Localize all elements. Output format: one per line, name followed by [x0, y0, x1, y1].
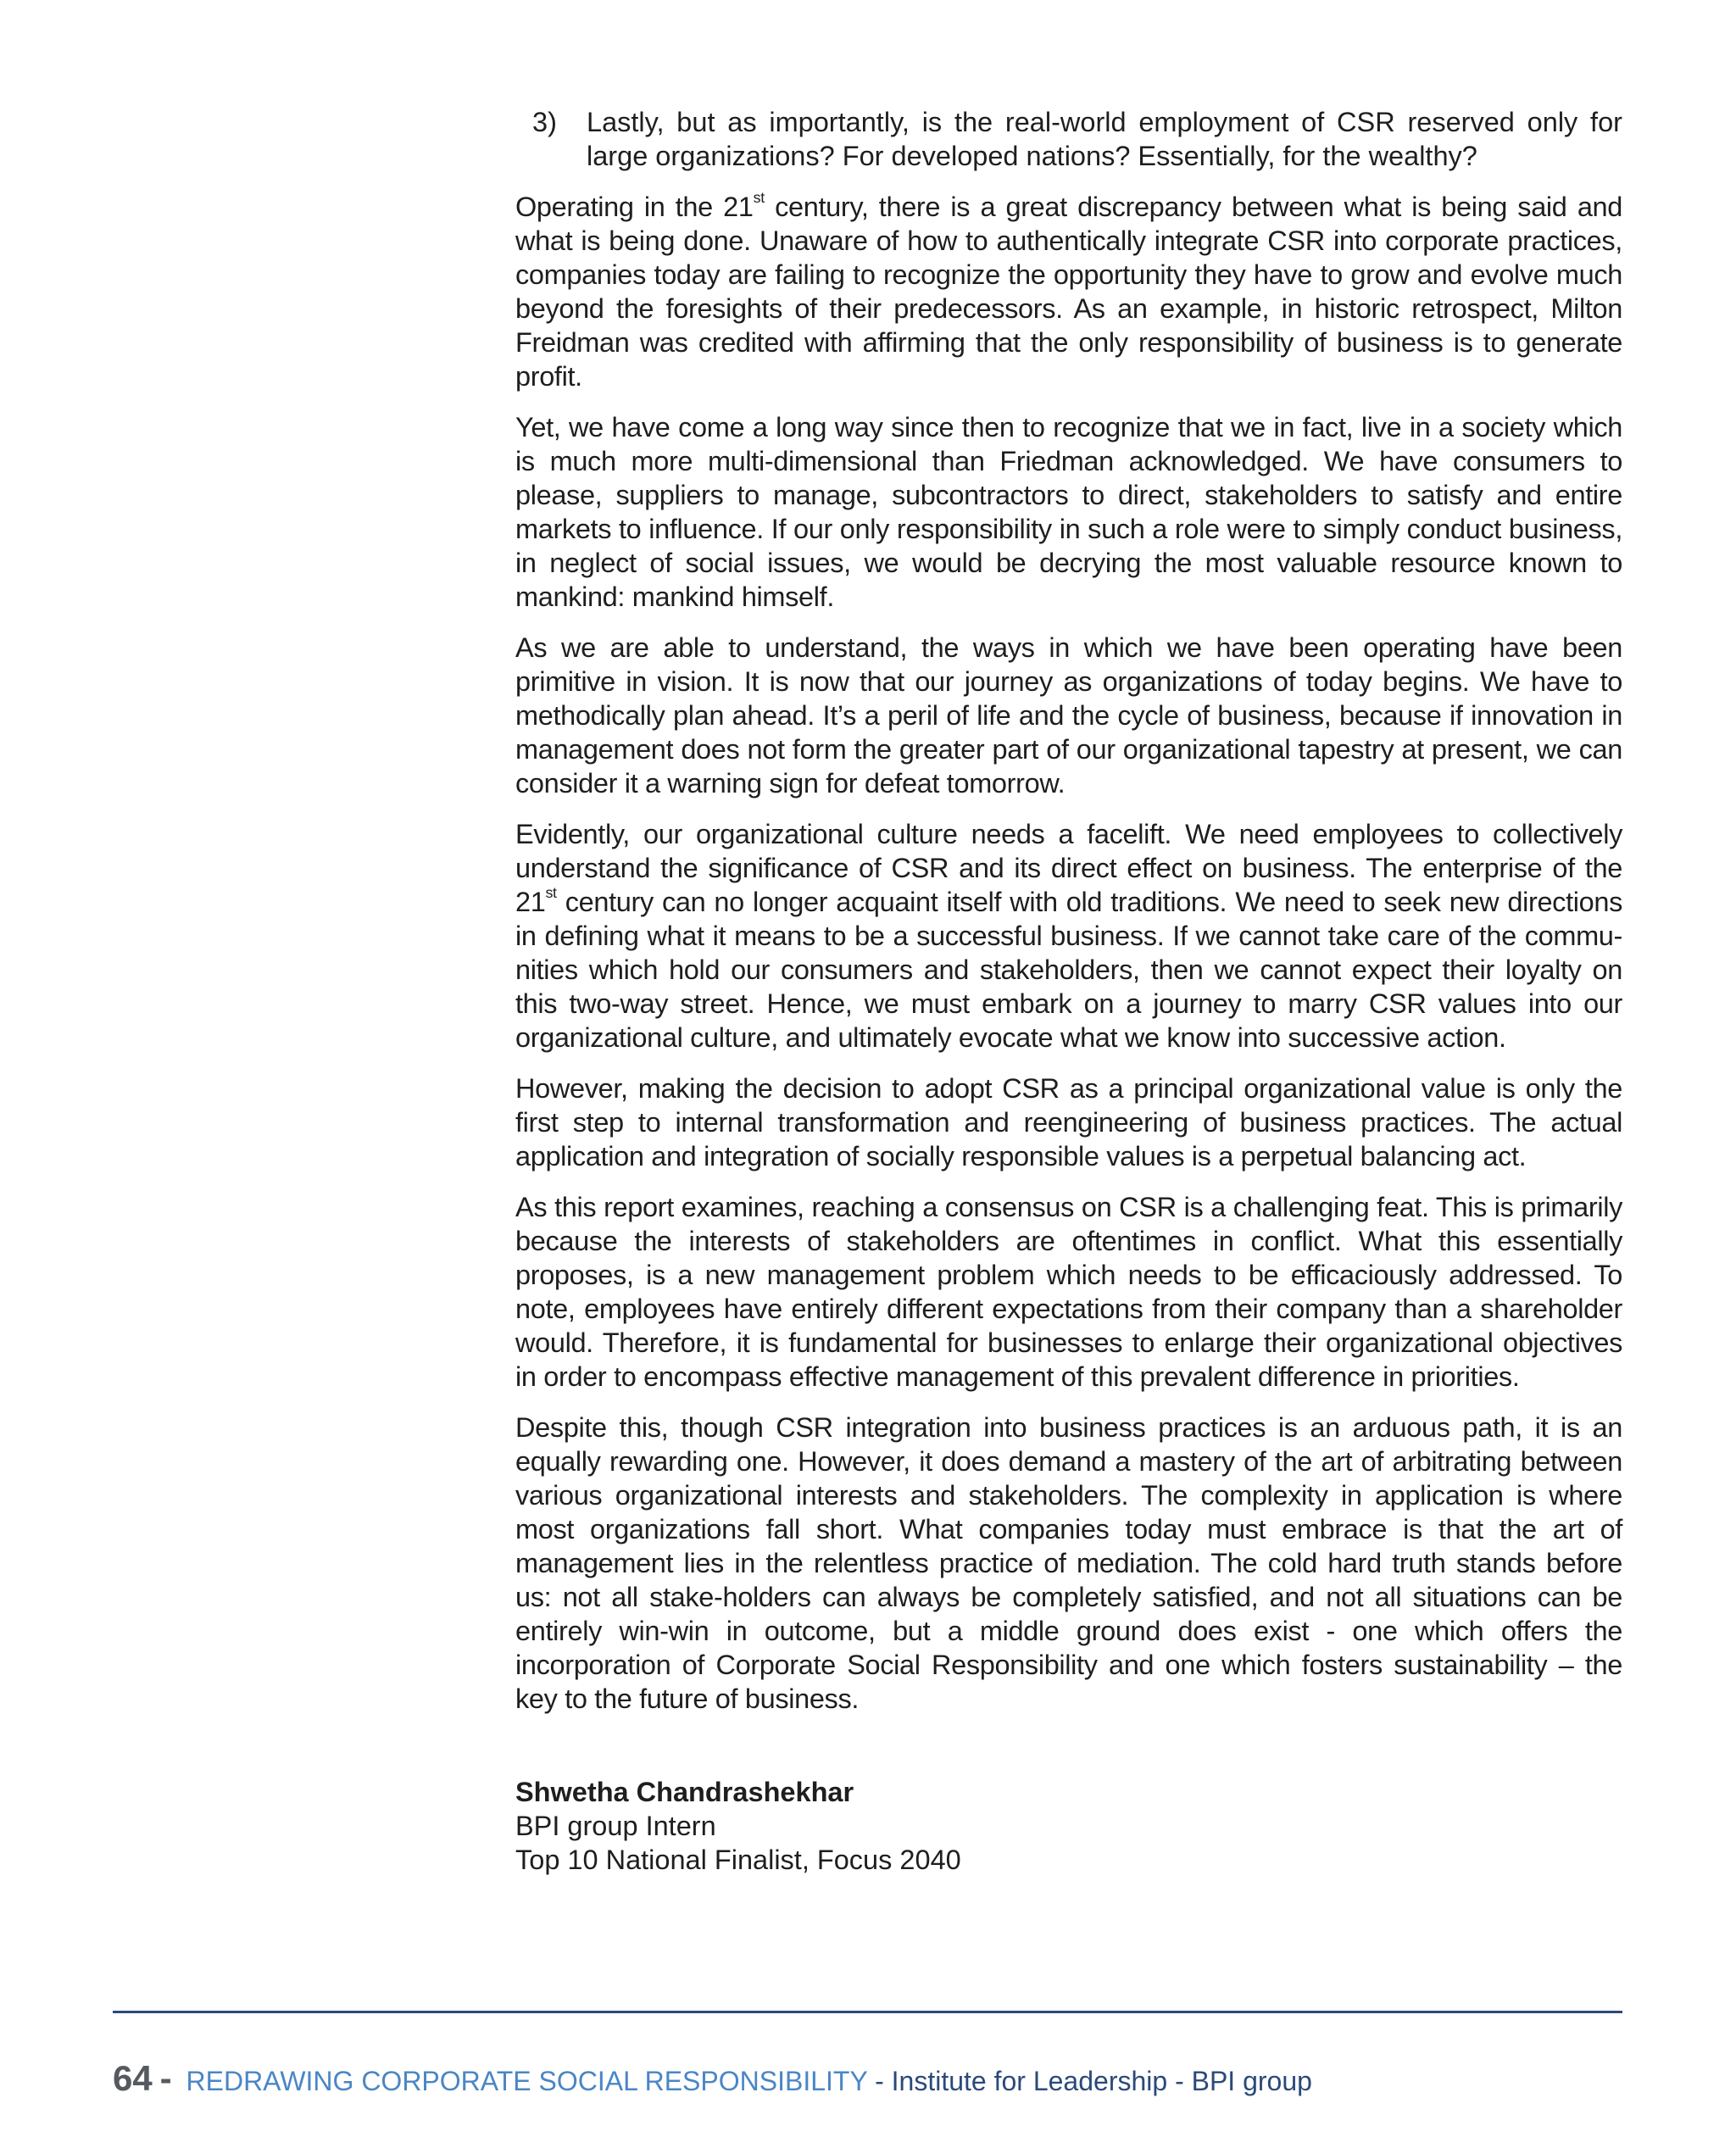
publication-title: REDRAWING CORPORATE SOCIAL RESPONSIBILITY [186, 2066, 868, 2096]
superscript: st [545, 883, 557, 901]
paragraph-7: Despite this, though CSR integration into business practices is an arduous path, it is an equally rewarding one. However, it does demand a mastery of the art of arbitrating between various organizational interests and stakeholders. The complexity in application is where most organizations fall short. What companies today must embrace is that the art of management lies in the relentless practice of mediation. The cold hard truth stands before us: not all stake-holders can always be completely satisfied, and not all situations can be entirely win-win in outcome, but a middle ground does exist - one which offers the incorporation of Corporate Social Responsibility and one which fosters sustainability – the key to the future of business. [515, 1412, 1622, 1714]
paragraph-6: As this report examines, reaching a consensus on CSR is a challenging feat. This is primarily because the interests of stakeholders are oftentimes in conflict. What this essentially proposes, is a new management problem which needs to be efficaciously addressed. To note, employees have entirely different expectations from their company than a shareholder would. Therefore, it is fundamental for businesses to enlarge their organizational objectives in order to encompass effective management of this prevalent difference in priorities. [515, 1192, 1622, 1392]
footer-dash: - [159, 2058, 172, 2098]
paragraph-2: Yet, we have come a long way since then to recognize that we in fact, live in a society which is much more multi-dimensional than Friedman acknowledged. We have consumers to please, suppliers to manage, subcontractors to direct, stakeholders to satisfy and entire markets to influence. If our only responsibility in such a role were to simply conduct business, in neglect of social issues, we would be decrying the most valuable resource known to mankind: mankind himself. [515, 412, 1622, 612]
footer-separator: - [867, 2066, 892, 2096]
paragraph-5: However, making the decision to adopt CSR as a principal organizational value is only the first step to internal transformation and reengineering of business practices. The actual application and integration of socially responsible values is a perpetual balancing act. [515, 1073, 1622, 1171]
superscript: st [753, 188, 765, 206]
page-number: 64 [113, 2058, 153, 2098]
list-item [515, 105, 1622, 173]
paragraph-4: Evidently, our organizational culture needs a facelift. We need employees to collectively understand the significance of CSR and its direct effect on business. The enterprise of the 21st century can no longer acquaint itself with old traditions. We need to seek new directions in defining what it means to be a successful business. If we cannot take care of the commu-nities which hold our consumers and stakeholders, then we cannot expect their loyalty on this two-way street. Hence, we must embark on a journey to marry CSR values into our organizational culture, and ultimately evocate what we know into successive action. [515, 819, 1622, 1053]
institute-name: Institute for Leadership [891, 2066, 1168, 2096]
list-text: Lastly, but as importantly, is the real-world employment of CSR reserved only for large organizations? For developed nations? Essentially, for the wealthy? [587, 107, 1622, 171]
paragraph-1: Operating in the 21st century, there is a great discrepancy between what is being said and what is being done. Unaware of how to authentically integrate CSR into corporate practices, companies today are failing to recognize the opportunity they have to grow and evolve much beyond the foresights of their predecessors. As an example, in historic retrospect, Milton Freidman was credited with affirming that the only responsibility of business is to generate profit. [515, 188, 1622, 392]
organization-name: BPI group [1191, 2066, 1312, 2096]
footer-divider [113, 2011, 1622, 2013]
author-distinction: Top 10 National Finalist, Focus 2040 [515, 1845, 961, 1875]
author-name: Shwetha Chandrashekhar [515, 1777, 854, 1807]
paragraph-3: As we are able to understand, the ways in which we have been operating have been primitive in vision. It is now that our journey as organizations of today begins. We have to methodically plan ahead. It’s a peril of life and the cycle of business, because if innovation in management does not form the greater part of our organizational tapestry at present, we can consider it a warning sign for defeat tomorrow. [515, 632, 1622, 799]
list-number: 3) [532, 107, 557, 137]
author-role: BPI group Intern [515, 1811, 716, 1841]
footer-separator: - [1167, 2066, 1192, 2096]
page-footer [113, 2058, 1312, 2099]
signature-block [515, 1775, 1622, 1877]
article-body [515, 105, 1622, 1877]
